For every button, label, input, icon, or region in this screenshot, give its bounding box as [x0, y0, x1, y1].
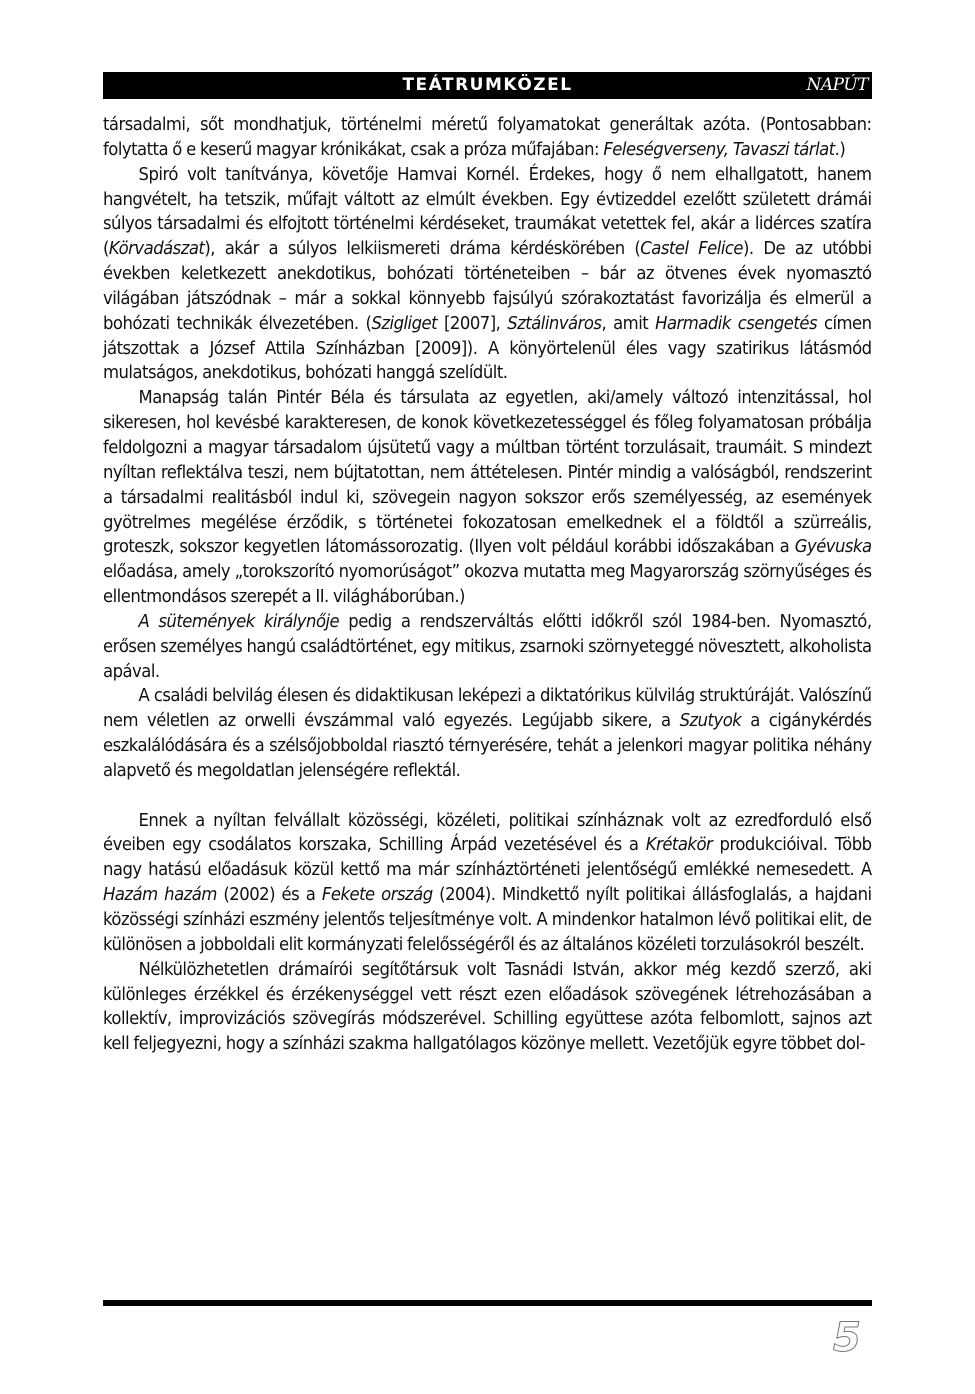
- text-run: Nélkülözhetetlen drámaírói segítőtársuk volt Tasnádi István, akkor még kezdő szerző, aki különleges érzékkel és érzékenységgel vett részt ezen előadások szövegének létrehozásában a kollektív, improvizációs szövegírás módszerével. Schilling együttese azóta felbomlott, sajnos azt kell feljegyezni, hogy a színházi szakma hallgatólagos közönye mellett. Vezetőjük egyre többet dol-: [103, 959, 872, 1055]
- work-title: Gyévuska: [794, 537, 872, 558]
- paragraph: [103, 386, 872, 610]
- text-run: pedig a rendszerváltás előtti időkről szól 1984-ben. Nyomasztó, erősen személyes hangú családtörténet, egy mitikus, zsarnoki szörnyeteggé növesztett, alkoholista apával.: [103, 611, 872, 682]
- text-run: produkcióival. Több nagy hatású előadásuk közül kettő ma már színháztörténeti jelentőségű emlékké nemesedett. A: [103, 835, 872, 881]
- article-body: [103, 113, 872, 1057]
- work-title: Hazám hazám: [103, 885, 217, 906]
- work-title: Sztálinváros: [507, 313, 602, 334]
- brand-logo: NAPÚT: [806, 75, 868, 95]
- text-run: A családi belvilág élesen és didaktikusan leképezi a diktatórikus külvilág struktúráját. Valószínű nem véletlen az orwelli évszámmal való egyezés. Legújabb sikere, a: [103, 686, 872, 732]
- text-run: a cigánykérdés eszkalálódására és a szélsőjobboldal riasztó térnyerésére, tehát a jelenkori magyar politika néhány alapvető és megoldatlan jelenségére reflektál.: [103, 711, 872, 781]
- work-title: Harmadik csengetés: [655, 313, 818, 334]
- paragraph: [103, 113, 872, 163]
- work-title: Szigliget: [371, 313, 438, 334]
- work-title: Fekete ország: [321, 885, 433, 906]
- text-run: ). De az utóbbi években keletkezett anekdotikus, bohózati történeteiben – bár az ötvenes évek nyomasztó világában játszódnak – már a sokkal könnyebb fajsúlyú szórakoztatást favorizálja és elmerül a bohózati technikák élvezetében. (: [103, 239, 872, 334]
- text-run: ), akár a súlyos lelkiismereti dráma kérdéskörében (: [204, 239, 641, 260]
- work-title: Feleségverseny, Tavaszi tárlat: [603, 139, 835, 160]
- work-title: Szutyok: [679, 711, 742, 732]
- text-run: társadalmi, sőt mondhatjuk, történelmi méretű folyamatokat generáltak azóta. (Pontosabban: folytatta ő e keserű magyar krónikákat, csak a próza műfajában:: [103, 115, 872, 160]
- paragraph: [103, 163, 872, 387]
- text-run: [2007],: [437, 313, 508, 334]
- paragraph: [103, 958, 872, 1057]
- work-title: Krétakör: [645, 835, 713, 856]
- text-run: (2002) és a: [216, 885, 322, 906]
- work-title: Castel Felice: [640, 239, 744, 260]
- page-number: 5: [833, 1315, 861, 1361]
- section-title: TEÁTRUMKÖZEL: [402, 75, 573, 95]
- text-run: (2004). Mindkettő nyílt politikai állásfoglalás, a hajdani közösségi színházi eszmény jelentős teljesítménye volt. A mindenkor hatalmon lévő politikai elit, de különösen a jobboldali elit kormányzati felelősségéről és az általános közéleti torzulásokról beszélt.: [103, 885, 872, 955]
- paragraph: [103, 809, 872, 958]
- text-run: Ennek a nyíltan felvállalt közösségi, közéleti, politikai színháznak volt az ezredforduló első éveiben egy csodálatos korszaka, Schilling Árpád vezetésével és a: [103, 810, 872, 856]
- text-run: .): [834, 139, 846, 160]
- paragraph: [103, 610, 872, 685]
- work-title: A sütemények királynője: [138, 611, 340, 632]
- text-run: , amit: [601, 313, 656, 334]
- paragraph: [103, 684, 872, 783]
- work-title: Körvadászat: [108, 239, 205, 260]
- text-run: Manapság talán Pintér Béla és társulata az egyetlen, aki/amely változó intenzitással, hol sikeresen, hol kevésbé karakteresen, de konok következetességgel és főleg folyamatosan próbálja feldolgozni a magyar társadalom újsütetű vagy a múltban történt torzulásait, traumáit. S mindezt nyíltan reflektálva teszi, nem bújtatottan, nem áttételesen. Pintér mindig a valóságból, rendszerint a társadalmi realitásból indul ki, szövegein nagyon sokszor erős személyesség, az események gyötrelmes megélése érződik, s történetei fokozatosan emelkednek el a földtől a szürreális, groteszk, sokszor kegyetlen látomássorozatig. (Ilyen volt például korábbi időszakában a: [103, 388, 872, 558]
- text-run: címen játszottak a József Attila Színházban [2009]). A könyörtelenül éles vagy szatirikus látásmód mulatságos, anekdotikus, bohózati hanggá szelídült.: [103, 313, 872, 384]
- text-run: Spiró volt tanítványa, követője Hamvai Kornél. Érdekes, hogy ő nem elhallgatott, hanem hangvételt, ha tetszik, műfajt váltott az elmúlt években. Egy évtizeddel ezelőtt született drámái súlyos társadalmi és elfojtott történelmi kérdéseket, traumákat vetettek fel, akár a lidérces szatíra (: [103, 164, 872, 260]
- footer-rule: [103, 1300, 872, 1306]
- paragraph-spacer: [103, 784, 872, 809]
- running-header-bar: [103, 72, 872, 99]
- text-run: előadása, amely „torokszorító nyomorúságot” okozva mutatta meg Magyarország szörnyűséges és ellentmondásos szerepét a II. világháborúban.): [103, 562, 872, 608]
